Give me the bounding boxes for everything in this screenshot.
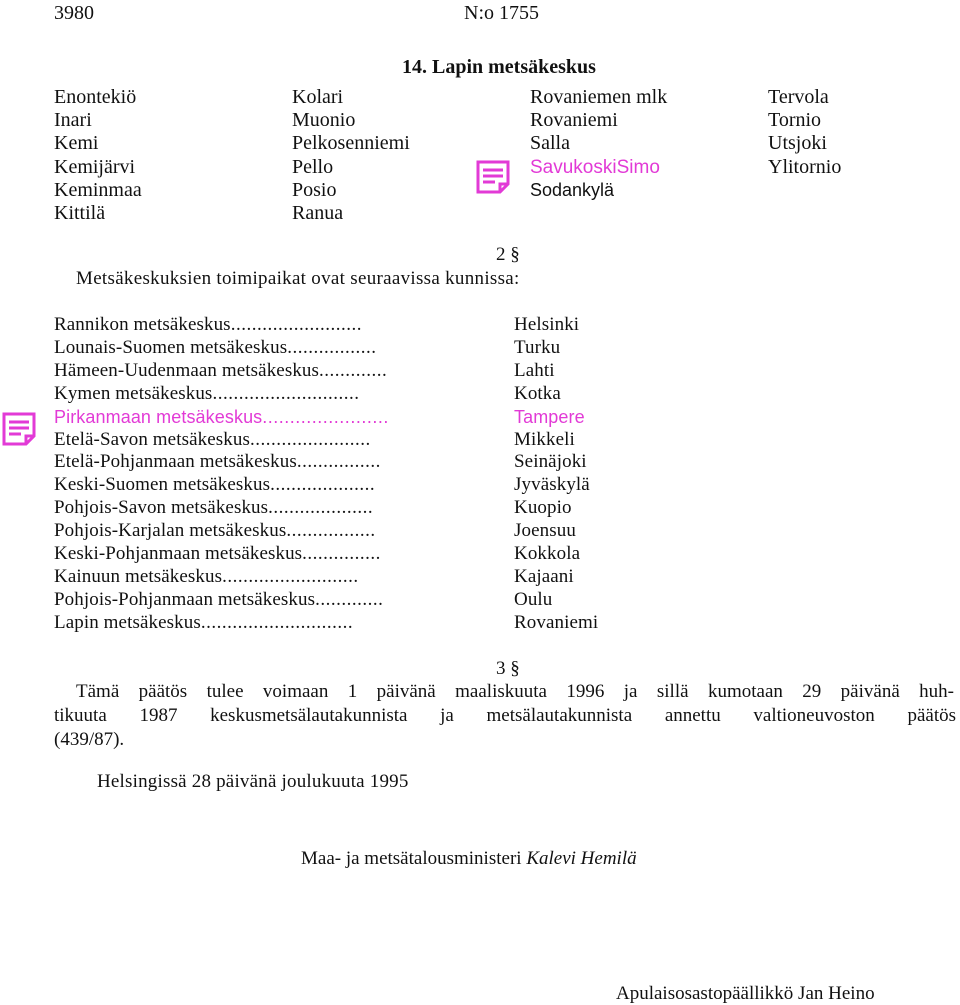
municipality: Tornio (768, 109, 822, 132)
office-row (54, 314, 494, 337)
municipality-annotated: SavukoskiSimo (530, 156, 660, 178)
office-city: Rovaniemi (514, 611, 599, 633)
municipality-column-4 (768, 86, 841, 179)
office-row (54, 429, 494, 452)
municipality: Kemi (54, 132, 99, 155)
office-city: Oulu (514, 588, 553, 610)
office-row (54, 520, 494, 543)
office-name: Keski-Suomen metsäkeskus (54, 474, 271, 496)
office-row (54, 474, 494, 497)
section-3-line-1: Tämä päätös tulee voimaan 1 päivänä maaliskuuta 1996 ja sillä kumotaan 29 päivänä huh- (76, 681, 954, 702)
office-city: Mikkeli (514, 428, 575, 450)
deputy-signature: Apulaisosastopäällikkö Jan Heino (616, 983, 875, 1004)
office-name: Kainuun metsäkeskus (54, 565, 223, 587)
municipality: Rovaniemi (530, 109, 618, 132)
office-name-list (54, 314, 494, 635)
office-name: Pohjois-Savon metsäkeskus (54, 497, 269, 519)
leader-dots: ............. (319, 359, 388, 381)
office-row (54, 543, 494, 566)
office-name: Keski-Pohjanmaan metsäkeskus (54, 543, 303, 565)
office-name: Rannikon metsäkeskus (54, 314, 231, 335)
office-row-annotated (54, 406, 494, 429)
leader-dots: ................ (296, 451, 381, 473)
municipality-column-1 (54, 86, 142, 225)
municipality: Tervola (768, 86, 829, 108)
office-row (54, 497, 494, 520)
municipality: Ranua (292, 202, 344, 225)
office-name: Etelä-Pohjanmaan metsäkeskus (54, 451, 297, 473)
office-name: Lounais-Suomen metsäkeskus (54, 336, 288, 358)
office-city: Kuopio (514, 497, 572, 519)
minister-signature (301, 848, 637, 870)
office-name: Pohjois-Pohjanmaan metsäkeskus (54, 588, 316, 610)
municipality: Pello (292, 155, 334, 178)
section-2-intro: Metsäkeskuksien toimipaikat ovat seuraavissa kunnissa: (76, 268, 520, 289)
office-row (54, 337, 494, 360)
minister-title: Maa- ja metsätalousministeri (301, 848, 522, 869)
note-annotation-icon[interactable] (2, 412, 36, 446)
section-title: 14. Lapin metsäkeskus (402, 56, 596, 78)
office-city: Joensuu (514, 520, 576, 542)
office-city: Kajaani (514, 565, 574, 587)
office-name: Lapin metsäkeskus (54, 611, 201, 633)
office-row (54, 360, 494, 383)
leader-dots: ............. (315, 588, 384, 610)
office-city: Lahti (514, 359, 555, 381)
office-city: Seinäjoki (514, 451, 587, 473)
office-city-annotated: Tampere (514, 406, 585, 427)
leader-dots: .......................... (222, 565, 359, 587)
section-3-line-2: tikuuta 1987 keskusmetsälautakunnista ja metsälautakunnista annettu valtioneuvoston päätös (54, 705, 956, 726)
office-name: Etelä-Savon metsäkeskus (54, 428, 250, 450)
municipality: Kittilä (54, 202, 106, 225)
municipality: Ylitornio (768, 155, 842, 178)
office-row (54, 566, 494, 589)
municipality: Sodankylä (530, 179, 615, 200)
section-symbol: § (510, 244, 520, 265)
section-symbol: § (510, 658, 520, 679)
municipality: Kolari (292, 86, 344, 108)
office-name: Hämeen-Uudenmaan metsäkeskus (54, 359, 320, 381)
office-row (54, 383, 494, 406)
office-row (54, 589, 494, 612)
section-3-line-3: (439/87). (54, 729, 125, 750)
section-number: 3 (496, 658, 506, 679)
leader-dots: ....................... (249, 428, 371, 450)
municipality: Kemijärvi (54, 155, 136, 178)
office-row (54, 451, 494, 474)
municipality: Muonio (292, 109, 356, 132)
municipality: Inari (54, 109, 92, 132)
section-number: 2 (496, 244, 506, 265)
section-3-heading (496, 658, 520, 680)
office-name: Kymen metsäkeskus (54, 382, 213, 404)
municipality: Keminmaa (54, 178, 142, 201)
office-name: Pirkanmaan metsäkeskus (54, 406, 263, 427)
leader-dots: ............................. (200, 611, 354, 633)
office-city: Helsinki (514, 314, 580, 335)
place-and-date: Helsingissä 28 päivänä joulukuuta 1995 (97, 771, 409, 792)
municipality: Enontekiö (54, 86, 137, 108)
office-city: Kotka (514, 382, 561, 404)
leader-dots: ............... (302, 543, 381, 565)
office-city: Kokkola (514, 543, 581, 565)
note-annotation-icon[interactable] (476, 160, 510, 194)
municipality: Salla (530, 132, 570, 155)
municipality-column-3 (530, 86, 667, 202)
leader-dots: .................... (268, 497, 374, 519)
leader-dots: ................. (287, 336, 377, 358)
page-number: 3980 (54, 2, 94, 24)
office-city: Turku (514, 336, 561, 358)
leader-dots: ............................ (212, 382, 360, 404)
municipality: Posio (292, 178, 337, 201)
leader-dots: .................... (270, 474, 376, 496)
leader-dots: ......................... (230, 314, 362, 335)
office-city: Jyväskylä (514, 474, 590, 496)
municipality: Utsjoki (768, 132, 827, 155)
leader-dots: ....................... (262, 406, 389, 427)
office-city-list (514, 314, 598, 635)
office-row (54, 612, 494, 635)
municipality: Rovaniemen mlk (530, 86, 668, 108)
office-name: Pohjois-Karjalan metsäkeskus (54, 520, 287, 542)
section-2-heading (496, 244, 520, 266)
leader-dots: ................. (286, 520, 376, 542)
municipality-column-2 (292, 86, 410, 225)
municipality: Pelkosenniemi (292, 132, 410, 155)
document-number: N:o 1755 (464, 2, 539, 24)
minister-name: Kalevi Hemilä (526, 848, 637, 869)
